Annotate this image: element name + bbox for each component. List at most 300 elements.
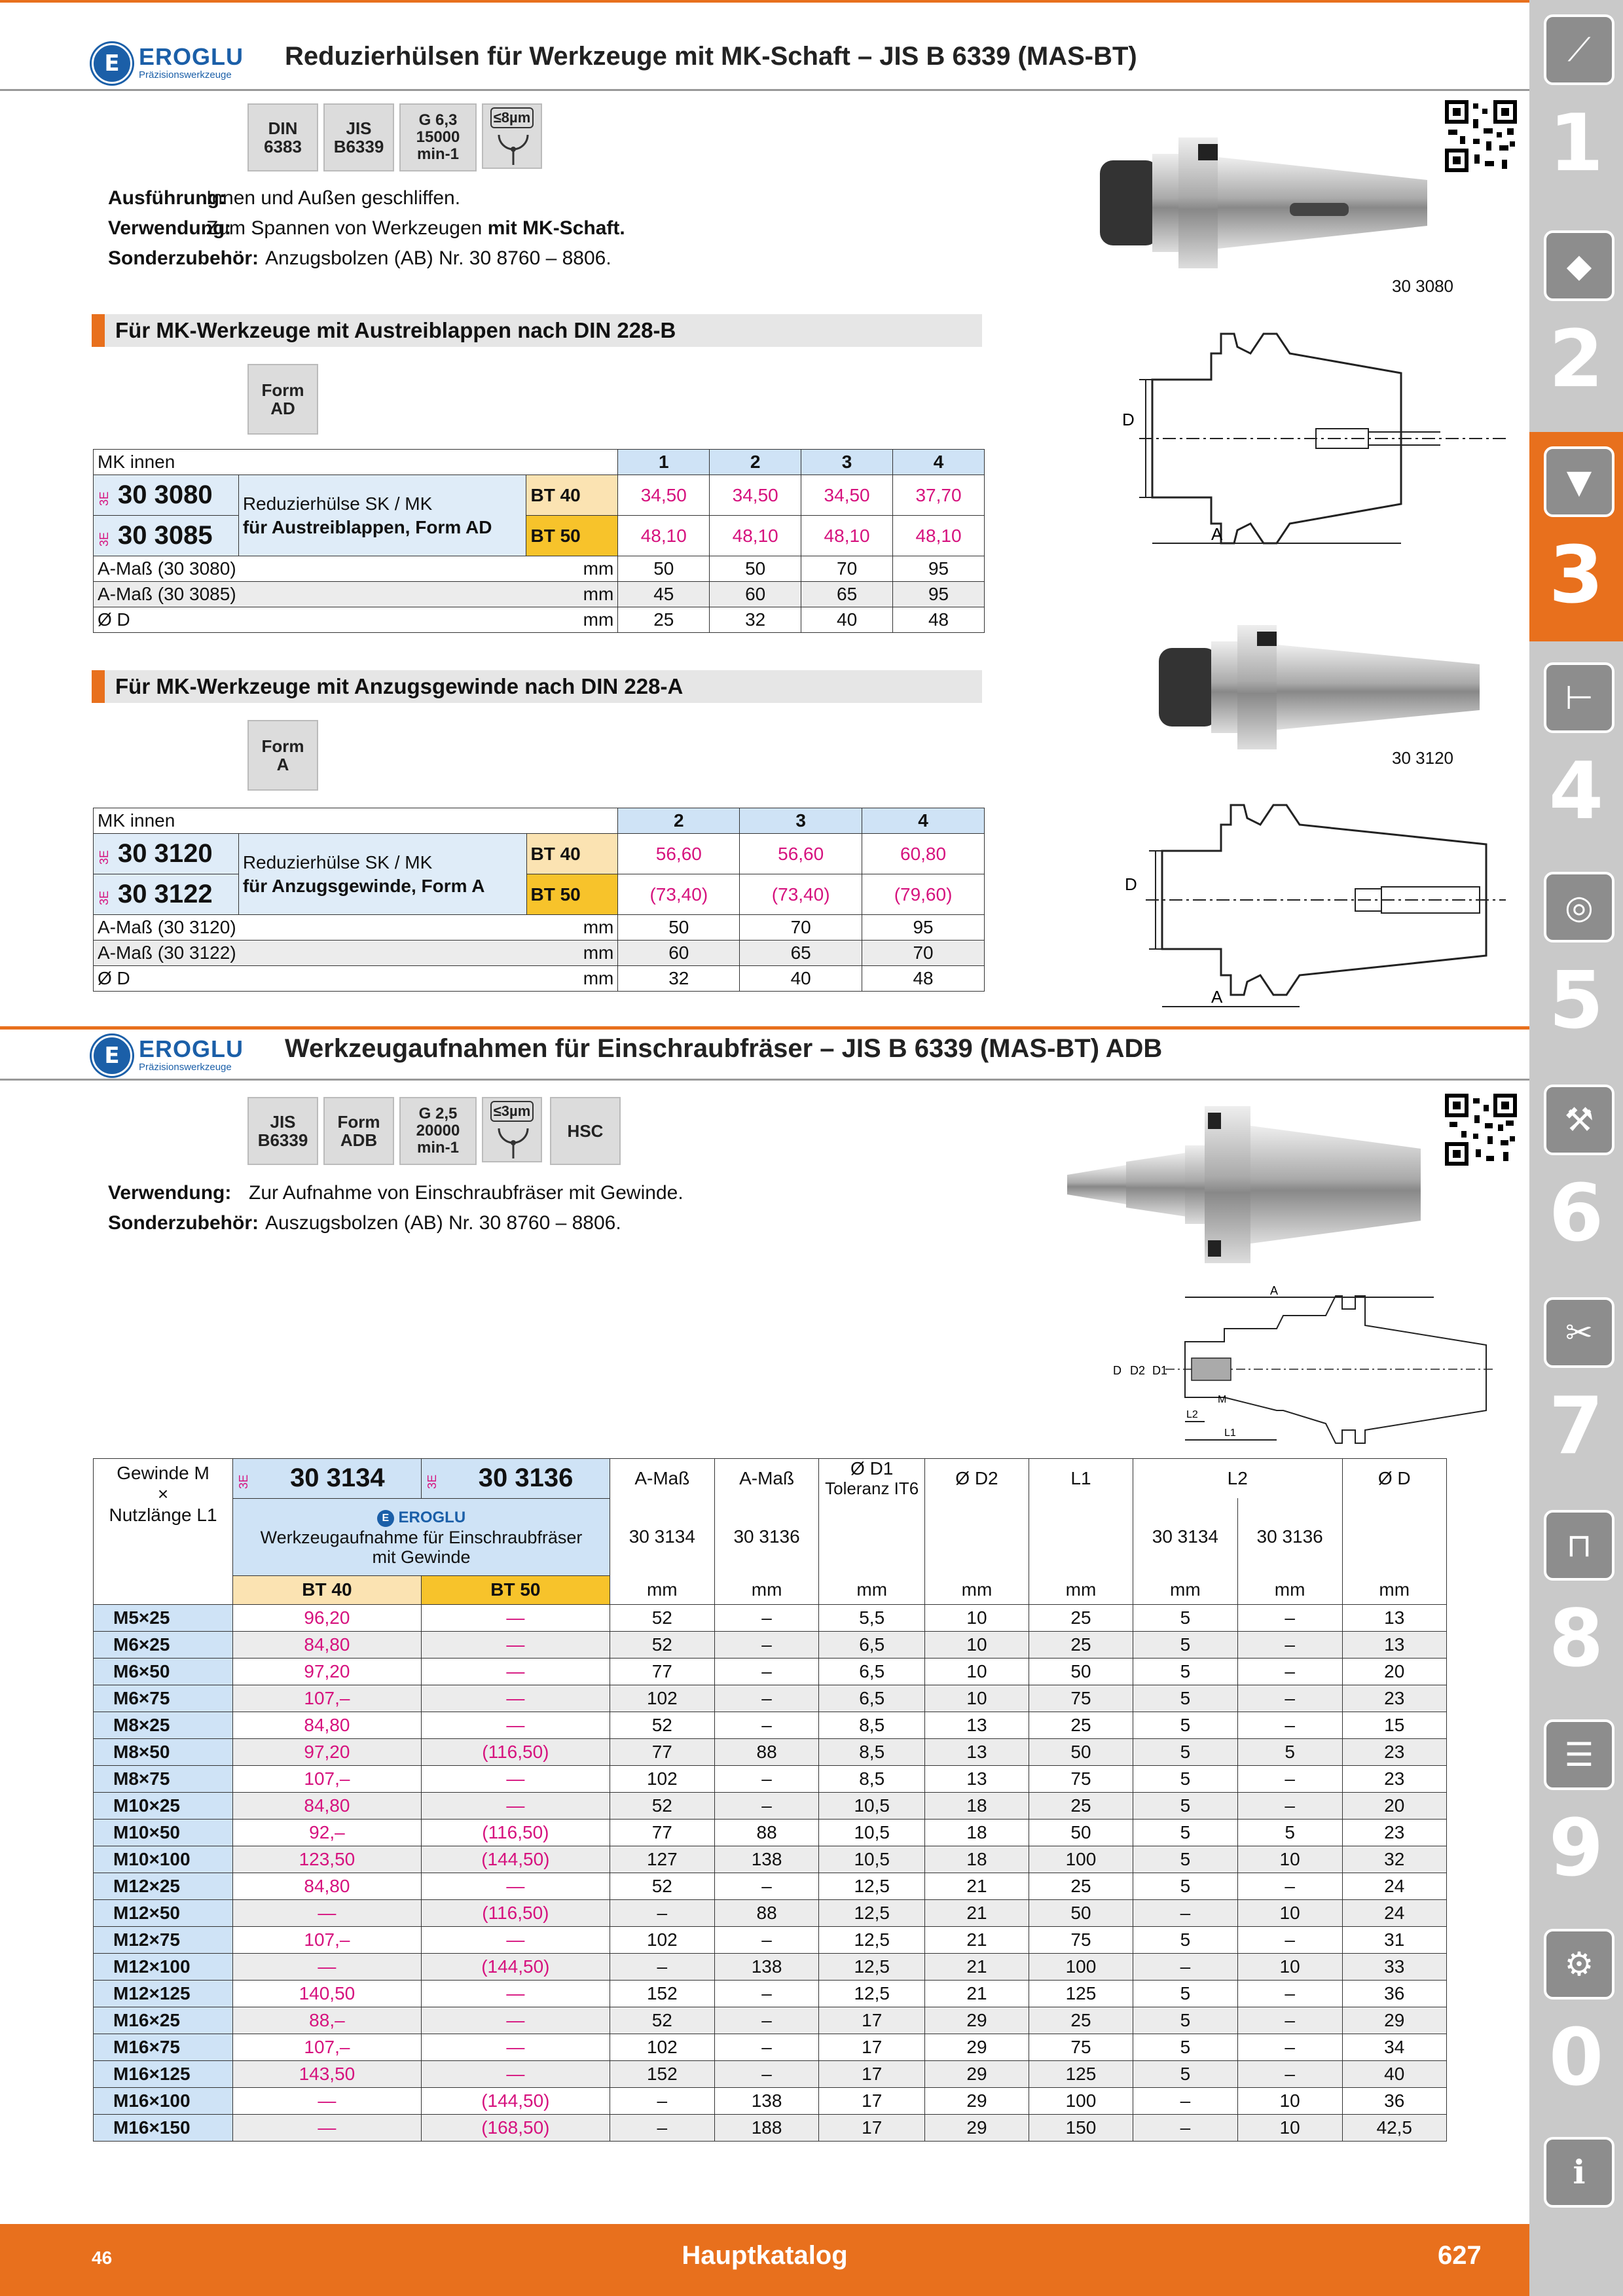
- price-cell: (144,50): [421, 2087, 610, 2114]
- top-rule: [0, 0, 1529, 3]
- value-cell: –: [610, 1953, 714, 1980]
- badge-form-adb: Form ADB: [323, 1097, 394, 1165]
- value-cell: –: [1133, 2087, 1237, 2114]
- value-cell: 17: [819, 2060, 924, 2087]
- drill-icon: ⟋: [1544, 14, 1614, 85]
- eroglu-logo: E EROGLU Präzisionswerkzeuge: [92, 1035, 268, 1075]
- price-cell: 97,20: [233, 1738, 422, 1765]
- value-cell: 36: [1342, 2087, 1446, 2114]
- mk-innen-label: MK innen: [94, 808, 618, 834]
- value-cell: 29: [924, 2060, 1029, 2087]
- value-cell: 10: [924, 1658, 1029, 1685]
- table-row: [94, 1738, 1447, 1765]
- value-cell: 5: [1133, 1604, 1237, 1631]
- thread-size-cell: M6×50: [94, 1658, 233, 1685]
- svg-text:D1: D1: [1152, 1364, 1168, 1377]
- photo-caption-303120: 30 3120: [1392, 748, 1453, 768]
- table-row: [94, 1765, 1447, 1792]
- value-cell: 5: [1133, 1980, 1237, 2007]
- value-cell: 12,5: [819, 1899, 924, 1926]
- table-row: [94, 1712, 1447, 1738]
- badge-runout: ≤3µm: [482, 1097, 542, 1162]
- thread-size-cell: M6×75: [94, 1685, 233, 1712]
- value-cell: 50: [1029, 1738, 1133, 1765]
- caliper-icon: ⊢: [1544, 662, 1614, 733]
- badge-runout: ≤8µm: [482, 103, 542, 169]
- logo-emblem-icon: E: [377, 1510, 394, 1527]
- svg-text:L2: L2: [1186, 1409, 1198, 1420]
- value-cell: 10: [924, 1631, 1029, 1658]
- article-number-303080[interactable]: 3E 30 3080: [94, 475, 239, 516]
- value-cell: –: [1133, 1899, 1237, 1926]
- table-form-ad: MK innen 1 2 3 4 3E 30 3080 Reduzierhülse SK / MK für Austreiblappen, Form AD BT 40 34,50 34,50 34,50 37,70 3E 30 3085 BT 50 48,10 48,10 48,10 48,10 A-Maß (30 3080) mm 50 50 70 95 A-Maß (30 3085) mm 45 60 65 95 Ø D mm 25 32 40 48: [93, 449, 985, 633]
- table-row: [94, 2060, 1447, 2087]
- section2-title: Werkzeugaufnahmen für Einschraubfräser – JIS B 6339 (MAS-BT) ADB: [285, 1034, 1163, 1063]
- value-cell: –: [714, 1792, 819, 1819]
- value-cell: 100: [1029, 1846, 1133, 1873]
- workbench-icon: ⊓: [1544, 1510, 1614, 1581]
- value-cell: –: [714, 1712, 819, 1738]
- value-cell: 6,5: [819, 1685, 924, 1712]
- price-cell: —: [421, 1926, 610, 1953]
- value-cell: 88: [714, 1819, 819, 1846]
- value-cell: 10: [924, 1685, 1029, 1712]
- value-cell: 152: [610, 2060, 714, 2087]
- value-cell: –: [714, 1658, 819, 1685]
- value-cell: 25: [1029, 1873, 1133, 1899]
- value-cell: –: [714, 2034, 819, 2060]
- thread-size-cell: M10×100: [94, 1846, 233, 1873]
- thread-size-cell: M16×75: [94, 2034, 233, 2060]
- value-cell: –: [714, 1926, 819, 1953]
- value-cell: 32: [1342, 1846, 1446, 1873]
- value-cell: –: [1237, 1712, 1342, 1738]
- value-cell: 5: [1237, 1738, 1342, 1765]
- article-number-303134[interactable]: 3E 30 3134: [233, 1459, 422, 1499]
- technical-drawing-adb: [1106, 1283, 1499, 1453]
- badge-jis: JIS B6339: [247, 1097, 318, 1165]
- value-cell: 20: [1342, 1658, 1446, 1685]
- thread-size-cell: M6×25: [94, 1631, 233, 1658]
- chapter-tab-3[interactable]: ▼ 3: [1529, 432, 1623, 641]
- value-cell: 29: [924, 2087, 1029, 2114]
- price-cell: —: [421, 2060, 610, 2087]
- article-number-303122[interactable]: 3E 30 3122: [94, 874, 239, 915]
- value-cell: 25: [1029, 1604, 1133, 1631]
- photo-caption-303080: 30 3080: [1392, 276, 1453, 296]
- price-cell: —: [421, 1712, 610, 1738]
- value-cell: 10,5: [819, 1792, 924, 1819]
- svg-text:D: D: [1122, 410, 1135, 429]
- value-cell: 77: [610, 1658, 714, 1685]
- value-cell: 5: [1133, 1738, 1237, 1765]
- value-cell: 40: [1342, 2060, 1446, 2087]
- price-cell: —: [421, 1873, 610, 1899]
- saw-blade-icon: ◎: [1544, 872, 1614, 942]
- footer-title: Hauptkatalog: [682, 2241, 848, 2270]
- value-cell: 29: [924, 2007, 1029, 2034]
- price-cell: 84,80: [233, 1873, 422, 1899]
- value-cell: –: [1237, 1685, 1342, 1712]
- value-cell: 10: [1237, 1899, 1342, 1926]
- mk-innen-label: MK innen: [94, 450, 618, 475]
- price-cell: —: [421, 1631, 610, 1658]
- value-cell: 10: [1237, 2114, 1342, 2141]
- chapter-tab-7[interactable]: ✂ 7: [1529, 1283, 1623, 1492]
- value-cell: 29: [1342, 2007, 1446, 2034]
- value-cell: 102: [610, 1685, 714, 1712]
- pliers-icon: ✂: [1544, 1297, 1614, 1368]
- value-cell: 36: [1342, 1980, 1446, 2007]
- value-cell: 5: [1133, 1926, 1237, 1953]
- value-cell: 25: [1029, 1712, 1133, 1738]
- price-cell: —: [233, 1953, 422, 1980]
- chapter-tab-5[interactable]: ◎ 5: [1529, 857, 1623, 1067]
- table-row: Ø D mm 25 32 40 48: [94, 607, 985, 633]
- chapter-tab-8[interactable]: ⊓ 8: [1529, 1496, 1623, 1705]
- value-cell: –: [1237, 1631, 1342, 1658]
- value-cell: 88: [714, 1738, 819, 1765]
- table-row: [94, 1980, 1447, 2007]
- price-cell: 84,80: [233, 1792, 422, 1819]
- value-cell: 42,5: [1342, 2114, 1446, 2141]
- value-cell: 21: [924, 1873, 1029, 1899]
- price-cell: —: [421, 2034, 610, 2060]
- value-cell: 25: [1029, 1792, 1133, 1819]
- page-number-right: 627: [1438, 2241, 1482, 2270]
- table-row: [94, 1846, 1447, 1873]
- table-row: [94, 1658, 1447, 1685]
- product-description-a: Reduzierhülse SK / MK für Austreiblappen, Form AD: [238, 475, 526, 556]
- value-cell: 138: [714, 1953, 819, 1980]
- value-cell: 52: [610, 1604, 714, 1631]
- chapter-tab-info[interactable]: [1529, 2124, 1623, 2229]
- value-cell: 12,5: [819, 1926, 924, 1953]
- value-cell: –: [1133, 1953, 1237, 1980]
- value-cell: 75: [1029, 1926, 1133, 1953]
- qr-code-1[interactable]: [1444, 99, 1518, 173]
- cabinet-icon: ☰: [1544, 1719, 1614, 1790]
- value-cell: 20: [1342, 1792, 1446, 1819]
- price-cell: (168,50): [421, 2114, 610, 2141]
- tool-holder-icon: ▼: [1544, 446, 1614, 517]
- value-cell: 5: [1237, 1819, 1342, 1846]
- price-cell: (116,50): [421, 1899, 610, 1926]
- price-cell: —: [421, 2007, 610, 2034]
- chapter-tab-4[interactable]: ⊢ 4: [1529, 648, 1623, 857]
- runout-gauge-icon: [495, 1124, 532, 1160]
- chapter-sidebar: [1529, 0, 1623, 2296]
- value-cell: 21: [924, 1899, 1029, 1926]
- table-row: A-Maß (30 3085) mm 45 60 65 95: [94, 582, 985, 607]
- technical-drawing-form-a: [1113, 792, 1519, 1014]
- value-cell: –: [610, 2087, 714, 2114]
- value-cell: 188: [714, 2114, 819, 2141]
- value-cell: 8,5: [819, 1738, 924, 1765]
- table-row: [94, 1819, 1447, 1846]
- article-number-303136[interactable]: 3E 30 3136: [421, 1459, 610, 1499]
- table-form-a: MK innen 2 3 4 3E 30 3120 Reduzierhülse SK / MK für Anzugsgewinde, Form A BT 40 56,60 56,60 60,80 3E 30 3122 BT 50 (73,40) (73,40) (79,60) A-Maß (30 3120) mm 50 70 95 A-Maß (30 3122) mm 60 65 70 Ø D mm 32 40 48: [93, 808, 985, 992]
- value-cell: –: [1237, 1604, 1342, 1631]
- price-cell: 88,–: [233, 2007, 422, 2034]
- thread-size-cell: M10×50: [94, 1819, 233, 1846]
- value-cell: 52: [610, 1792, 714, 1819]
- price-cell: 140,50: [233, 1980, 422, 2007]
- verwendung-line-2: Verwendung: Zur Aufnahme von Einschraubfräser mit Gewinde.: [108, 1182, 684, 1204]
- badge-balance: G 6,3 15000 min-1: [399, 103, 477, 171]
- value-cell: 5: [1133, 1658, 1237, 1685]
- badge-din: DIN 6383: [247, 103, 318, 171]
- thread-size-cell: M10×25: [94, 1792, 233, 1819]
- value-cell: 125: [1029, 2060, 1133, 2087]
- value-cell: 88: [714, 1899, 819, 1926]
- value-cell: 13: [924, 1712, 1029, 1738]
- value-cell: 50: [1029, 1819, 1133, 1846]
- value-cell: 52: [610, 1631, 714, 1658]
- thread-size-cell: M16×100: [94, 2087, 233, 2114]
- value-cell: 13: [1342, 1604, 1446, 1631]
- value-cell: –: [1237, 1926, 1342, 1953]
- price-cell: 107,–: [233, 1926, 422, 1953]
- value-cell: 5: [1133, 1712, 1237, 1738]
- section1-header: [92, 39, 1532, 85]
- value-cell: –: [1237, 1792, 1342, 1819]
- thread-size-cell: M12×25: [94, 1873, 233, 1899]
- logo-emblem-icon: E: [92, 1035, 132, 1076]
- value-cell: 100: [1029, 2087, 1133, 2114]
- value-cell: 8,5: [819, 1765, 924, 1792]
- chapter-tab-9[interactable]: ☰ 9: [1529, 1705, 1623, 1914]
- price-cell: —: [421, 1685, 610, 1712]
- price-cell: —: [233, 2087, 422, 2114]
- value-cell: 23: [1342, 1738, 1446, 1765]
- svg-text:A: A: [1270, 1284, 1279, 1297]
- svg-text:A: A: [1211, 987, 1223, 1007]
- article-number-303085[interactable]: 3E 30 3085: [94, 516, 239, 556]
- table-row: [94, 2087, 1447, 2114]
- price-cell: —: [421, 1604, 610, 1631]
- page-number-left: 46: [92, 2248, 113, 2268]
- thread-size-cell: M12×75: [94, 1926, 233, 1953]
- value-cell: 31: [1342, 1926, 1446, 1953]
- svg-text:L1: L1: [1224, 1427, 1236, 1439]
- value-cell: 5: [1133, 1765, 1237, 1792]
- value-cell: 24: [1342, 1873, 1446, 1899]
- price-cell: —: [421, 1658, 610, 1685]
- info-icon: i: [1544, 2137, 1614, 2208]
- value-cell: –: [1237, 1765, 1342, 1792]
- value-cell: 21: [924, 1953, 1029, 1980]
- table-row: [94, 1873, 1447, 1899]
- value-cell: 5: [1133, 2034, 1237, 2060]
- table-einschraubfraeser: Gewinde M × Nutzlänge L1 3E 30 3134 3E 30 3136 A-Maß A-Maß Ø D1 Toleranz IT6 Ø D2 L1 L2 Ø D E EROGLU Werkzeugaufnahme für Einschraubfräser mit Gewinde 30 3134 30 3136 30 3134 30 3136 BT 40 BT 50 mm mm mm mm mm mm mm mm M5×25 96,20 — 52 – 5,5 10 25 5 – 13 M6×25 84,80 — 52 – 6,5 10 25 5 – 13 M6×50 97,20 — 77 – 6,5 10 50 5 – 20 M6×75 107,– — 102 – 6,5 10 75 5 – 23 M8×25 84,80 — 52 – 8,5 13 25 5 – 15 M8×50 97,20 (116,50) 77 88 8,5 13 50 5 5 23 M8×75 107,– — 102 – 8,5 13 75 5 – 23 M10×25 84,80 — 52 – 10,5 18 25 5 – 20 M10×50 92,– (116,50) 77 88 10,5 18 50 5 5 23 M10×100 123,50 (144,50) 127 138 10,5 18 100 5 10 32 M12×25 84,80 — 52 – 12,5 21 25 5 – 24 M12×50 — (116,50) – 88 12,5 21 50 – 10 24 M12×75 107,– — 102 – 12,5 21 75 5 – 31 M12×100 — (144,50) – 138 12,5 21 100 – 10 33 M12×125 140,50 — 152 – 12,5 21 125 5 – 36 M16×25 88,– — 52 – 17 29 25 5 – 29 M16×75 107,– — 102 – 17 29 75 5 – 34 M16×125 143,50 — 152 – 17 29 125 5 – 40 M16×100 — (144,50) – 138 17 29 100 – 10 36 M16×150 — (168,50) – 188 17 29 150 – 10 42,5: [93, 1458, 1447, 2142]
- price-cell: 107,–: [233, 2034, 422, 2060]
- value-cell: 29: [924, 2114, 1029, 2141]
- price-cell: 143,50: [233, 2060, 422, 2087]
- badge-form-ad: Form AD: [247, 364, 318, 435]
- table-row: Ø D mm 32 40 48: [94, 966, 985, 992]
- table-row: [94, 1953, 1447, 1980]
- value-cell: 17: [819, 2007, 924, 2034]
- svg-text:M: M: [1218, 1394, 1227, 1405]
- thread-size-cell: M16×25: [94, 2007, 233, 2034]
- value-cell: 24: [1342, 1899, 1446, 1926]
- technical-drawing-form-ad: [1113, 327, 1519, 550]
- thread-size-cell: M8×75: [94, 1765, 233, 1792]
- article-number-303120[interactable]: 3E 30 3120: [94, 834, 239, 874]
- value-cell: 75: [1029, 2034, 1133, 2060]
- thread-size-cell: M12×100: [94, 1953, 233, 1980]
- value-cell: 52: [610, 1712, 714, 1738]
- value-cell: –: [1237, 2007, 1342, 2034]
- value-cell: 100: [1029, 1953, 1133, 1980]
- ausfuehrung-line: Ausführung: Innen und Außen geschliffen.: [108, 187, 461, 209]
- chapter-tab-6[interactable]: ⚒ 6: [1529, 1070, 1623, 1280]
- svg-text:D: D: [1113, 1364, 1122, 1377]
- value-cell: –: [714, 1685, 819, 1712]
- value-cell: 5: [1133, 2007, 1237, 2034]
- verwendung-line: Verwendung: Zum Spannen von Werkzeugen mit MK-Schaft.: [108, 217, 625, 239]
- chapter-tab-1[interactable]: ⟋ 1: [1529, 0, 1623, 209]
- value-cell: 102: [610, 1926, 714, 1953]
- value-cell: –: [714, 1765, 819, 1792]
- product-photo-303134: [1061, 1100, 1427, 1270]
- price-cell: 97,20: [233, 1658, 422, 1685]
- value-cell: –: [714, 2060, 819, 2087]
- value-cell: 23: [1342, 1819, 1446, 1846]
- price-cell: —: [421, 1792, 610, 1819]
- value-cell: 12,5: [819, 1953, 924, 1980]
- insert-icon: ◆: [1544, 230, 1614, 301]
- value-cell: 17: [819, 2087, 924, 2114]
- subsection-anzugsgewinde-bar: Für MK-Werkzeuge mit Anzugsgewinde nach DIN 228-A: [92, 670, 982, 703]
- value-cell: 18: [924, 1792, 1029, 1819]
- value-cell: 15: [1342, 1712, 1446, 1738]
- value-cell: 23: [1342, 1685, 1446, 1712]
- qr-code-2[interactable]: [1444, 1093, 1518, 1166]
- price-cell: 107,–: [233, 1685, 422, 1712]
- table-row: [94, 2007, 1447, 2034]
- value-cell: 75: [1029, 1765, 1133, 1792]
- price-cell: —: [421, 1765, 610, 1792]
- price-cell: —: [233, 2114, 422, 2141]
- value-cell: 127: [610, 1846, 714, 1873]
- table-row: [94, 1685, 1447, 1712]
- value-cell: 10,5: [819, 1819, 924, 1846]
- value-cell: 12,5: [819, 1873, 924, 1899]
- table-row: A-Maß (30 3122) mm 60 65 70: [94, 941, 985, 966]
- value-cell: 125: [1029, 1980, 1133, 2007]
- value-cell: 23: [1342, 1765, 1446, 1792]
- price-cell: (144,50): [421, 1846, 610, 1873]
- table-row: [94, 2034, 1447, 2060]
- table-row: A-Maß (30 3120) mm 50 70 95: [94, 915, 985, 941]
- value-cell: 5: [1133, 2060, 1237, 2087]
- value-cell: 13: [924, 1765, 1029, 1792]
- price-cell: 84,80: [233, 1712, 422, 1738]
- value-cell: 25: [1029, 1631, 1133, 1658]
- value-cell: –: [714, 1631, 819, 1658]
- value-cell: 13: [924, 1738, 1029, 1765]
- badge-hsc: HSC: [550, 1097, 621, 1165]
- thread-size-cell: M16×125: [94, 2060, 233, 2087]
- thread-size-cell: M8×25: [94, 1712, 233, 1738]
- value-cell: –: [610, 2114, 714, 2141]
- value-cell: –: [714, 1604, 819, 1631]
- safety-goggles-icon: ⚙: [1544, 1929, 1614, 2000]
- product-description-b: Reduzierhülse SK / MK für Anzugsgewinde, Form A: [238, 834, 526, 915]
- svg-text:D2: D2: [1130, 1364, 1146, 1377]
- price-cell: (116,50): [421, 1819, 610, 1846]
- table-row: [94, 1631, 1447, 1658]
- thread-size-cell: M8×50: [94, 1738, 233, 1765]
- thread-size-cell: M5×25: [94, 1604, 233, 1631]
- value-cell: –: [1237, 1980, 1342, 2007]
- col-header-gewinde: Gewinde M × Nutzlänge L1: [94, 1459, 233, 1605]
- value-cell: 34: [1342, 2034, 1446, 2060]
- col-header-d1: Ø D1 Toleranz IT6: [819, 1459, 924, 1499]
- value-cell: –: [1237, 2034, 1342, 2060]
- eroglu-logo-small: E EROGLU: [377, 1508, 465, 1528]
- value-cell: 102: [610, 1765, 714, 1792]
- value-cell: 138: [714, 2087, 819, 2114]
- thread-size-cell: M16×150: [94, 2114, 233, 2141]
- value-cell: 52: [610, 2007, 714, 2034]
- price-cell: —: [421, 1980, 610, 2007]
- value-cell: 33: [1342, 1953, 1446, 1980]
- value-cell: –: [1237, 1873, 1342, 1899]
- value-cell: 102: [610, 2034, 714, 2060]
- price-cell: (144,50): [421, 1953, 610, 1980]
- sonderzubehoer-line-2: Sonderzubehör: Auszugsbolzen (AB) Nr. 30 8760 – 8806.: [108, 1212, 621, 1234]
- value-cell: 5: [1133, 1792, 1237, 1819]
- value-cell: 10: [1237, 2087, 1342, 2114]
- header-rule: [0, 89, 1529, 91]
- chapter-tab-0[interactable]: ⚙ 0: [1529, 1914, 1623, 2124]
- value-cell: 50: [1029, 1899, 1133, 1926]
- logo-emblem-icon: E: [92, 43, 132, 84]
- page-footer: [0, 2224, 1529, 2296]
- price-cell: 96,20: [233, 1604, 422, 1631]
- price-cell: 84,80: [233, 1631, 422, 1658]
- value-cell: 29: [924, 2034, 1029, 2060]
- value-cell: 18: [924, 1846, 1029, 1873]
- header-rule: [0, 1079, 1529, 1081]
- value-cell: –: [714, 1873, 819, 1899]
- price-cell: 123,50: [233, 1846, 422, 1873]
- value-cell: 17: [819, 2034, 924, 2060]
- value-cell: 5: [1133, 1819, 1237, 1846]
- badge-balance: G 2,5 20000 min-1: [399, 1097, 477, 1165]
- value-cell: –: [1133, 2114, 1237, 2141]
- product-description-adb: E EROGLU Werkzeugaufnahme für Einschraubfräser mit Gewinde: [233, 1498, 610, 1575]
- section-divider: [0, 1026, 1529, 1030]
- wrench-icon: ⚒: [1544, 1085, 1614, 1155]
- runout-gauge-icon: [495, 131, 532, 166]
- value-cell: 10: [924, 1604, 1029, 1631]
- chapter-tab-2[interactable]: ◆ 2: [1529, 216, 1623, 425]
- value-cell: 77: [610, 1819, 714, 1846]
- value-cell: –: [610, 1899, 714, 1926]
- product-photo-303080: [1087, 131, 1440, 281]
- subsection-austreiblappen-bar: Für MK-Werkzeuge mit Austreiblappen nach DIN 228-B: [92, 314, 982, 347]
- thread-size-cell: M12×125: [94, 1980, 233, 2007]
- value-cell: 13: [1342, 1631, 1446, 1658]
- value-cell: 50: [1029, 1658, 1133, 1685]
- value-cell: 150: [1029, 2114, 1133, 2141]
- svg-text:D: D: [1125, 874, 1137, 894]
- value-cell: 5,5: [819, 1604, 924, 1631]
